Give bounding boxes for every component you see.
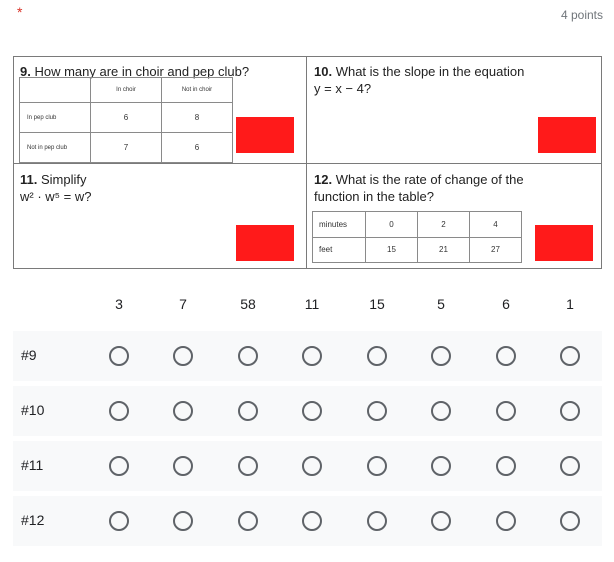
q12-cell: 15: [366, 237, 418, 263]
radio-button[interactable]: [367, 456, 387, 476]
radio-button[interactable]: [302, 456, 322, 476]
column-header: 5: [437, 296, 445, 312]
q9-cell: 6: [162, 133, 233, 163]
column-header: 6: [502, 296, 510, 312]
q9-prompt: 9. How many are in choir and pep club?: [20, 64, 250, 79]
column-header: 58: [240, 296, 256, 312]
q9-row-pep: In pep club: [20, 103, 91, 133]
q12-answer-box: [535, 225, 593, 261]
q9-table: [19, 77, 233, 163]
q12-cell: minutes: [313, 212, 366, 238]
q9-cell: 7: [91, 133, 162, 163]
radio-button[interactable]: [431, 456, 451, 476]
radio-button[interactable]: [367, 346, 387, 366]
radio-button[interactable]: [367, 511, 387, 531]
radio-button[interactable]: [109, 511, 129, 531]
grid-row-12: [13, 496, 602, 546]
radio-button[interactable]: [173, 401, 193, 421]
q9-cell: 8: [162, 103, 233, 133]
row-label: #12: [21, 512, 45, 528]
radio-button[interactable]: [431, 346, 451, 366]
column-header: 11: [304, 296, 320, 312]
q10-prompt: 10. What is the slope in the equation y = x − 4?: [314, 64, 525, 96]
radio-button[interactable]: [496, 456, 516, 476]
column-header: 1: [566, 296, 574, 312]
question-image: [13, 56, 602, 269]
q11-prompt: 11. Simplify w² · w⁵ = w?: [20, 172, 92, 204]
q12-cell: 27: [470, 237, 522, 263]
radio-button[interactable]: [560, 401, 580, 421]
radio-button[interactable]: [109, 401, 129, 421]
radio-button[interactable]: [560, 456, 580, 476]
column-header: 15: [369, 296, 385, 312]
q12-cell: 4: [470, 212, 522, 238]
q9-row-not-pep: Not in pep club: [20, 133, 91, 163]
radio-button[interactable]: [496, 401, 516, 421]
q12-table: [312, 211, 522, 263]
radio-button[interactable]: [238, 346, 258, 366]
radio-button[interactable]: [496, 346, 516, 366]
grid-row-11: [13, 441, 602, 491]
q11-answer-box: [236, 225, 294, 261]
q9-col-choir: In choir: [91, 78, 162, 103]
radio-button[interactable]: [238, 456, 258, 476]
radio-button[interactable]: [302, 401, 322, 421]
column-header: 7: [179, 296, 187, 312]
radio-button[interactable]: [173, 346, 193, 366]
q9-cell: 6: [91, 103, 162, 133]
q12-prompt: 12. What is the rate of change of the function in the table?: [314, 172, 524, 204]
row-label: #11: [21, 457, 44, 473]
row-label: #9: [21, 347, 37, 363]
grid-row-10: [13, 386, 602, 436]
radio-button[interactable]: [302, 511, 322, 531]
column-header: 3: [115, 296, 123, 312]
image-divider-horizontal: [14, 163, 601, 164]
radio-button[interactable]: [431, 511, 451, 531]
radio-button[interactable]: [560, 346, 580, 366]
radio-button[interactable]: [109, 456, 129, 476]
radio-button[interactable]: [173, 511, 193, 531]
radio-button[interactable]: [431, 401, 451, 421]
radio-button[interactable]: [496, 511, 516, 531]
q12-cell: 0: [366, 212, 418, 238]
radio-button[interactable]: [109, 346, 129, 366]
q10-answer-box: [538, 117, 596, 153]
radio-button[interactable]: [302, 346, 322, 366]
q9-answer-box: [236, 117, 294, 153]
radio-button[interactable]: [560, 511, 580, 531]
radio-button[interactable]: [367, 401, 387, 421]
grid-row-9: [13, 331, 602, 381]
points-label: 4 points: [560, 8, 603, 22]
radio-button[interactable]: [238, 401, 258, 421]
q12-cell: 21: [418, 237, 470, 263]
q9-col-not-choir: Not in choir: [162, 78, 233, 103]
q12-cell: 2: [418, 212, 470, 238]
radio-button[interactable]: [173, 456, 193, 476]
q12-cell: feet: [313, 237, 366, 263]
row-label: #10: [21, 402, 45, 418]
radio-button[interactable]: [238, 511, 258, 531]
required-asterisk: *: [17, 4, 23, 20]
